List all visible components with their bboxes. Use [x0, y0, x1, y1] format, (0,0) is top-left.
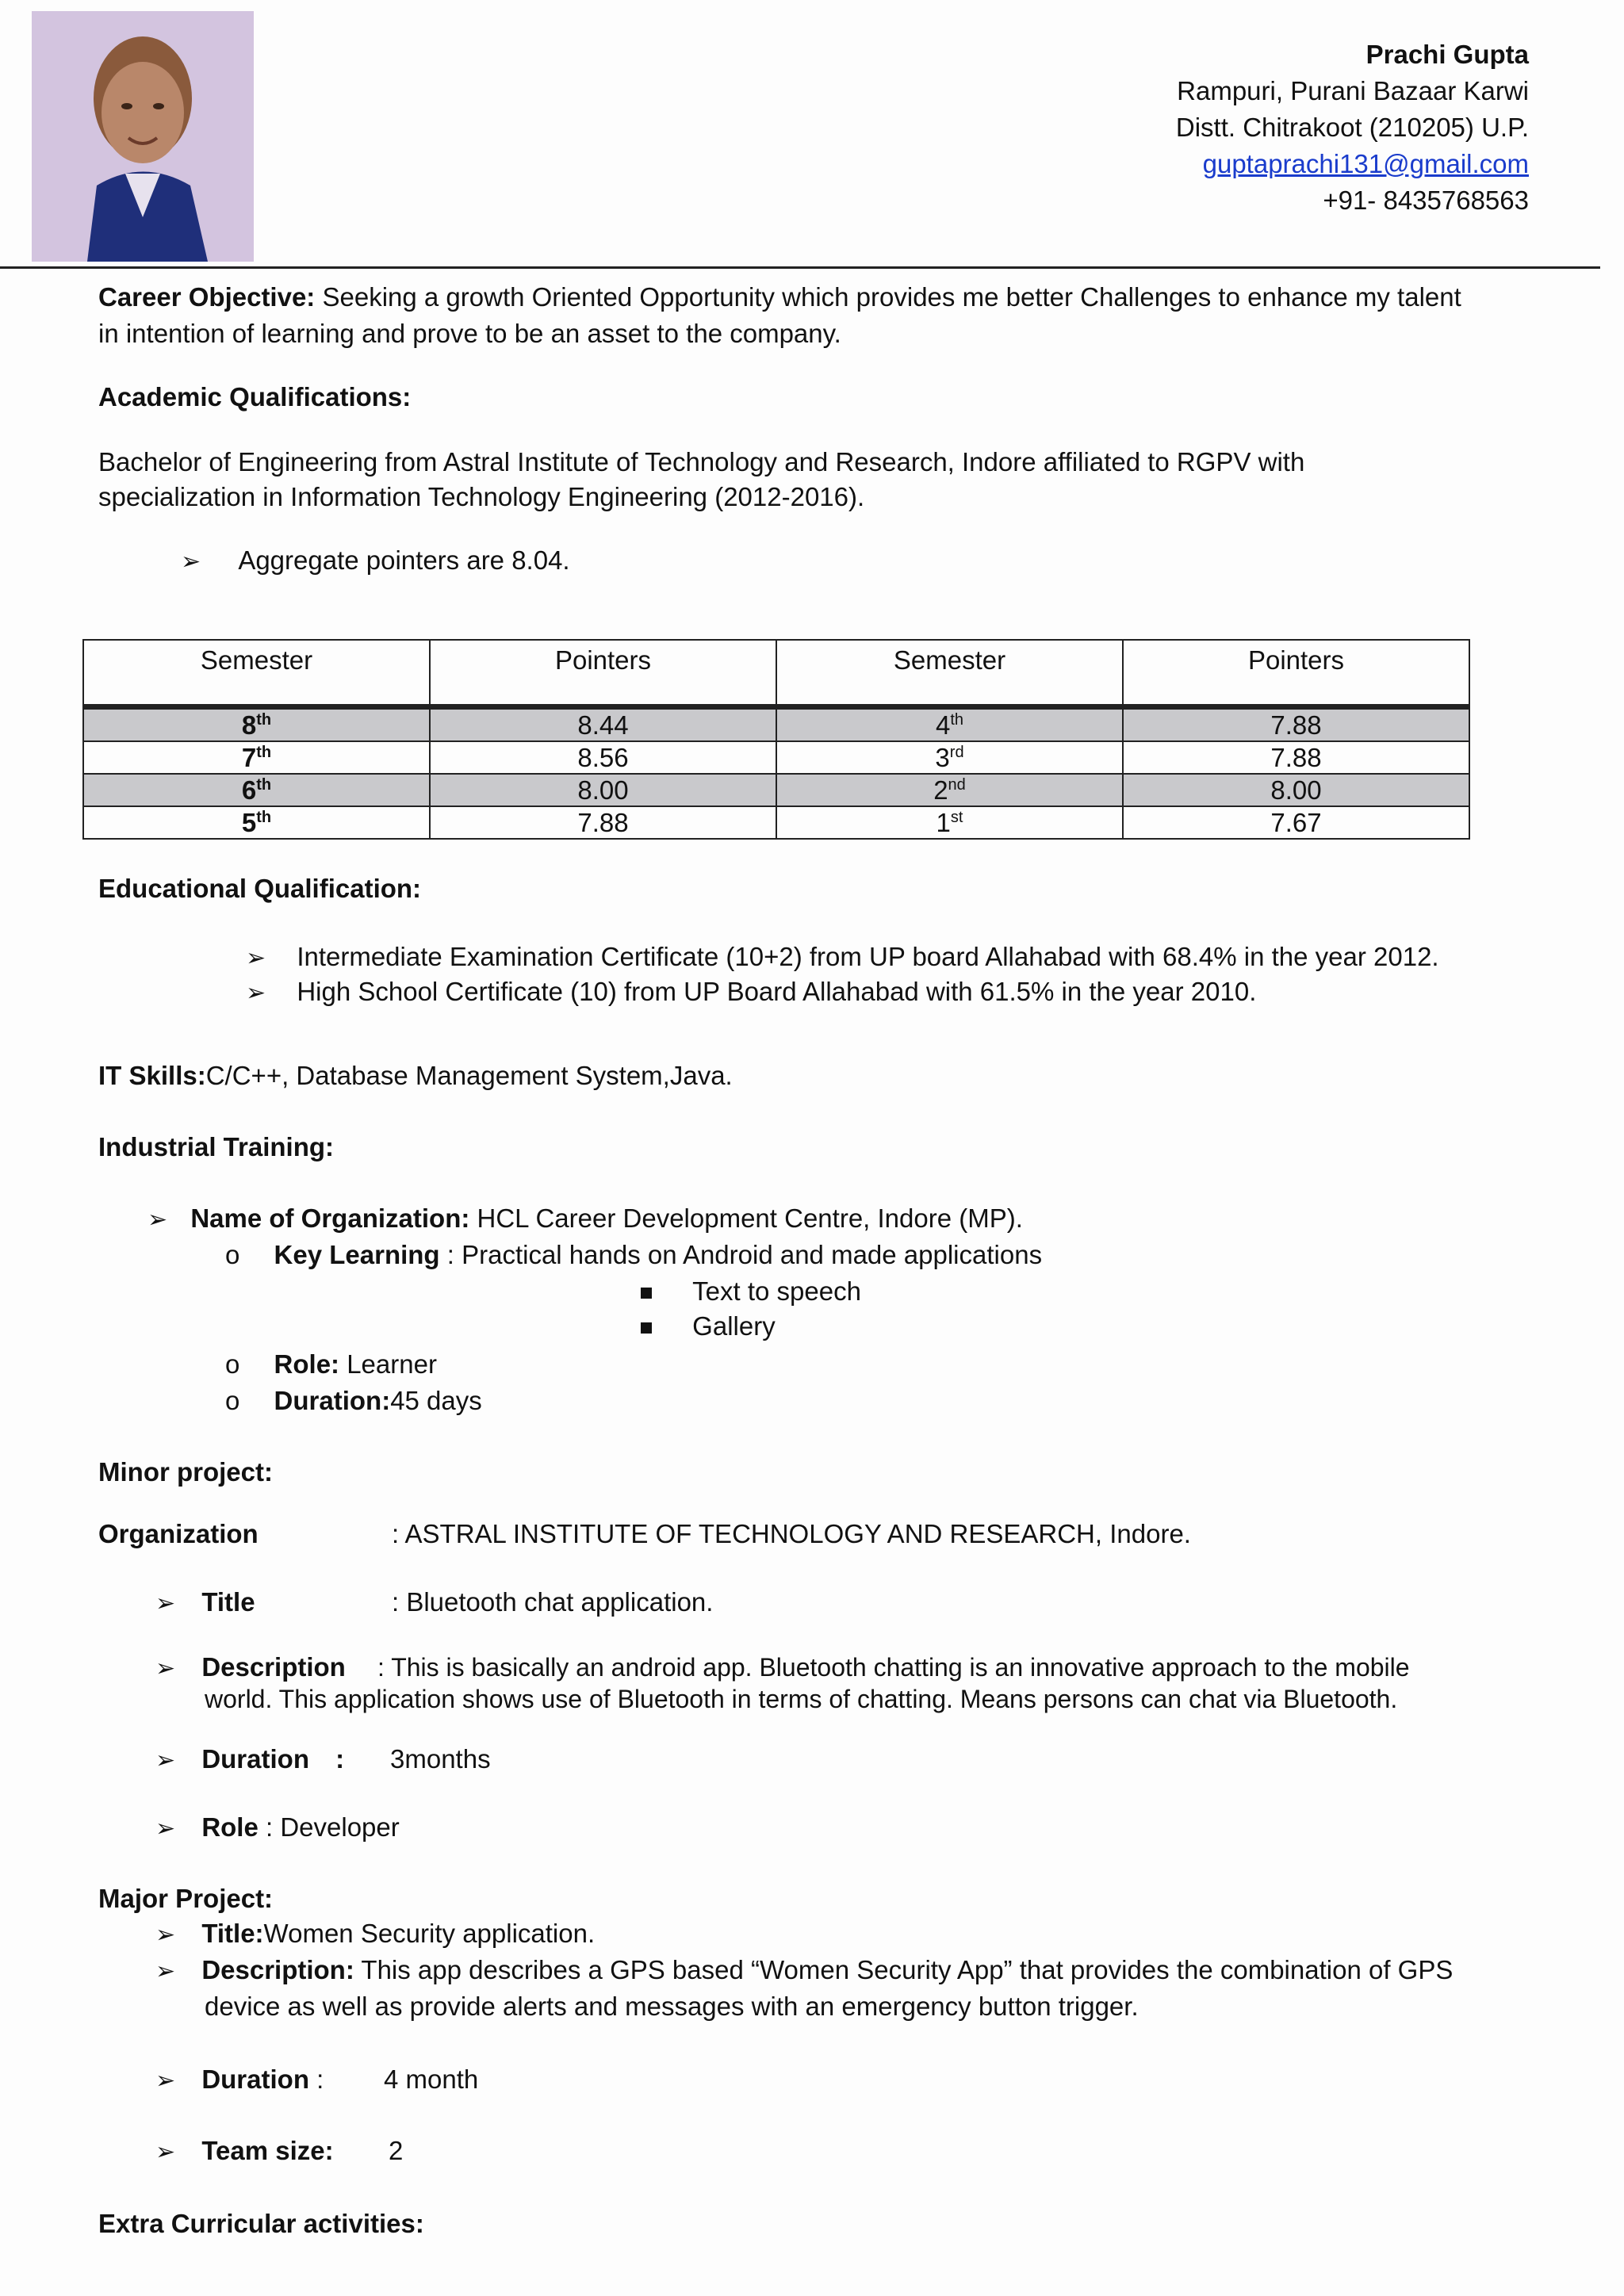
- major-team-size: [155, 2133, 334, 2171]
- education-item-text: High School Certificate (10) from UP Board Allahabad with 61.5% in the year 2010.: [297, 977, 1257, 1006]
- minor-description-line-2: world. This application shows use of Bluetooth in terms of chatting. Means persons can chat via Bluetooth.: [205, 1685, 1398, 1713]
- candidate-name: Prachi Gupta: [1365, 40, 1529, 69]
- career-objective-label: Career Objective:: [98, 282, 316, 312]
- minor-role: [155, 1809, 400, 1847]
- organization-value: HCL Career Development Centre, Indore (MP).: [469, 1203, 1023, 1233]
- academic-line-2: specialization in Information Technology Engineering (2012-2016).: [98, 482, 865, 511]
- major-duration: [155, 2061, 324, 2099]
- minor-organization: [98, 1516, 259, 1552]
- app-item: [641, 1308, 776, 1345]
- pointer-cell: 8.00: [1123, 774, 1469, 806]
- major-description-label: Description:: [201, 1955, 354, 1984]
- table-row: [83, 774, 1469, 806]
- arrow-bullet-icon: ➢: [155, 2139, 176, 2165]
- semester-cell: 1st: [776, 806, 1123, 839]
- pointer-cell: 7.67: [1123, 806, 1469, 839]
- app-item-text: Text to speech: [692, 1276, 861, 1306]
- pointer-cell: 7.88: [1123, 707, 1469, 742]
- address-line-1: Rampuri, Purani Bazaar Karwi: [1177, 76, 1529, 105]
- training-duration: [225, 1383, 482, 1419]
- arrow-bullet-icon: ➢: [246, 980, 266, 1006]
- career-objective-line-1: [98, 279, 1461, 316]
- major-duration-value: 4 month: [384, 2064, 479, 2094]
- pointer-cell: 7.88: [1123, 741, 1469, 774]
- it-skills-label: IT Skills:: [98, 1061, 206, 1090]
- minor-title-label: Title: [201, 1587, 255, 1617]
- major-duration-label: Duration: [201, 2064, 309, 2094]
- major-title: [155, 1915, 595, 1954]
- major-description: [155, 1952, 1453, 1990]
- academic-line-1: Bachelor of Engineering from Astral Institute of Technology and Research, Indore affiliated to RGPV with: [98, 447, 1305, 476]
- major-description-line-1: This app describes a GPS based “Women Security App” that provides the combination of GPS: [354, 1955, 1454, 1984]
- arrow-bullet-icon: ➢: [147, 1207, 168, 1233]
- career-objective-text: Seeking a growth Oriented Opportunity which provides me better Challenges to enhance my talent: [315, 282, 1461, 312]
- semester-cell: 8th: [83, 707, 430, 742]
- major-team-size-label: Team size:: [201, 2136, 334, 2165]
- training-key-learning: [225, 1237, 1042, 1273]
- portrait-drawing: [32, 11, 254, 262]
- minor-duration-label: Duration: [201, 1744, 309, 1774]
- major-title-label: Title:: [201, 1919, 264, 1948]
- square-bullet-icon: [641, 1288, 652, 1299]
- training-role: [225, 1346, 437, 1383]
- grades-table: [82, 639, 1470, 840]
- key-learning-value: : Practical hands on Android and made applications: [439, 1240, 1043, 1269]
- email-link[interactable]: guptaprachi131@gmail.com: [1202, 149, 1529, 178]
- circle-bullet-icon: o: [225, 1240, 240, 1269]
- arrow-bullet-icon: ➢: [155, 1747, 176, 1774]
- semester-cell: 5th: [83, 806, 430, 839]
- app-item-text: Gallery: [692, 1311, 776, 1341]
- minor-organization-label: Organization: [98, 1519, 259, 1548]
- aggregate-text: Aggregate pointers are 8.04.: [238, 545, 570, 575]
- semester-cell: 2nd: [776, 774, 1123, 806]
- semester-cell: 3rd: [776, 741, 1123, 774]
- pointer-cell: 8.00: [430, 774, 776, 806]
- role-label: Role:: [274, 1349, 340, 1379]
- arrow-bullet-icon: ➢: [155, 2068, 176, 2094]
- semester-cell: 4th: [776, 707, 1123, 742]
- major-duration-colon: :: [308, 2064, 324, 2094]
- it-skills: [98, 1058, 733, 1094]
- address-line-2: Distt. Chitrakoot (210205) U.P.: [1175, 113, 1529, 142]
- minor-title: [155, 1584, 255, 1622]
- semester-cell: 7th: [83, 741, 430, 774]
- contact-block: [1176, 36, 1529, 219]
- pointer-cell: 8.44: [430, 707, 776, 742]
- header-cell: Semester: [83, 640, 430, 707]
- phone-number: +91- 8435768563: [1323, 186, 1529, 215]
- face-shape: [102, 62, 184, 163]
- arrow-bullet-icon: ➢: [155, 1958, 176, 1984]
- arrow-bullet-icon: ➢: [155, 1922, 176, 1948]
- minor-duration: [155, 1741, 344, 1779]
- minor-project-heading: Minor project:: [98, 1457, 273, 1487]
- major-project-heading: Major Project:: [98, 1884, 274, 1913]
- app-item: [641, 1273, 861, 1310]
- major-title-value: Women Security application.: [263, 1919, 596, 1948]
- table-row: [83, 741, 1469, 774]
- education-heading: Educational Qualification:: [98, 874, 422, 903]
- minor-role-value: : Developer: [266, 1812, 400, 1842]
- it-skills-value: C/C++, Database Management System,Java.: [205, 1061, 733, 1090]
- duration-label: Duration:: [274, 1386, 391, 1415]
- duration-value: 45 days: [390, 1386, 482, 1415]
- minor-description-label: Description: [201, 1652, 346, 1682]
- education-item: [246, 974, 1256, 1012]
- header-cell: Semester: [776, 640, 1123, 707]
- major-team-size-value: 2: [389, 2136, 404, 2165]
- key-learning-label: Key Learning: [274, 1240, 440, 1269]
- arrow-bullet-icon: ➢: [155, 1590, 176, 1617]
- pointer-cell: 8.56: [430, 741, 776, 774]
- semester-cell: 6th: [83, 774, 430, 806]
- arrow-bullet-icon: ➢: [246, 945, 266, 971]
- organization-label: Name of Organization:: [190, 1203, 470, 1233]
- major-description-line-2: device as well as provide alerts and messages with an emergency button trigger.: [205, 1992, 1139, 2021]
- education-item-text: Intermediate Examination Certificate (10+2) from UP board Allahabad with 68.4% in the year 2012.: [297, 942, 1439, 971]
- header-divider: [0, 266, 1600, 269]
- education-item: [246, 939, 1439, 977]
- circle-bullet-icon: o: [225, 1349, 240, 1379]
- circle-bullet-icon: o: [225, 1386, 240, 1415]
- role-value: Learner: [339, 1349, 437, 1379]
- table-row: [83, 806, 1469, 839]
- arrow-bullet-icon: ➢: [155, 1816, 176, 1842]
- header-cell: Pointers: [1123, 640, 1469, 707]
- minor-description-line-1: : This is basically an android app. Bluetooth chatting is an innovative approach to the mobile: [377, 1653, 1410, 1682]
- training-organization: [147, 1200, 1023, 1238]
- career-objective-line-2: in intention of learning and prove to be an asset to the company.: [98, 319, 841, 348]
- profile-photo: [32, 11, 254, 262]
- minor-duration-value: 3months: [390, 1744, 491, 1774]
- academic-heading: Academic Qualifications:: [98, 382, 412, 411]
- pointer-cell: 7.88: [430, 806, 776, 839]
- minor-title-value: : Bluetooth chat application.: [392, 1587, 714, 1617]
- table-row: [83, 707, 1469, 742]
- square-bullet-icon: [641, 1322, 652, 1334]
- header-cell: Pointers: [430, 640, 776, 707]
- extra-curricular-heading: Extra Curricular activities:: [98, 2209, 424, 2238]
- minor-duration-colon: :: [335, 1744, 345, 1774]
- training-heading: Industrial Training:: [98, 1132, 335, 1161]
- minor-role-label: Role: [201, 1812, 259, 1842]
- arrow-bullet-icon: ➢: [181, 549, 201, 575]
- aggregate-item: [181, 542, 570, 580]
- minor-organization-value: : ASTRAL INSTITUTE OF TECHNOLOGY AND RESEARCH, Indore.: [392, 1519, 1191, 1548]
- table-header-row: [83, 640, 1469, 707]
- arrow-bullet-icon: ➢: [155, 1655, 176, 1682]
